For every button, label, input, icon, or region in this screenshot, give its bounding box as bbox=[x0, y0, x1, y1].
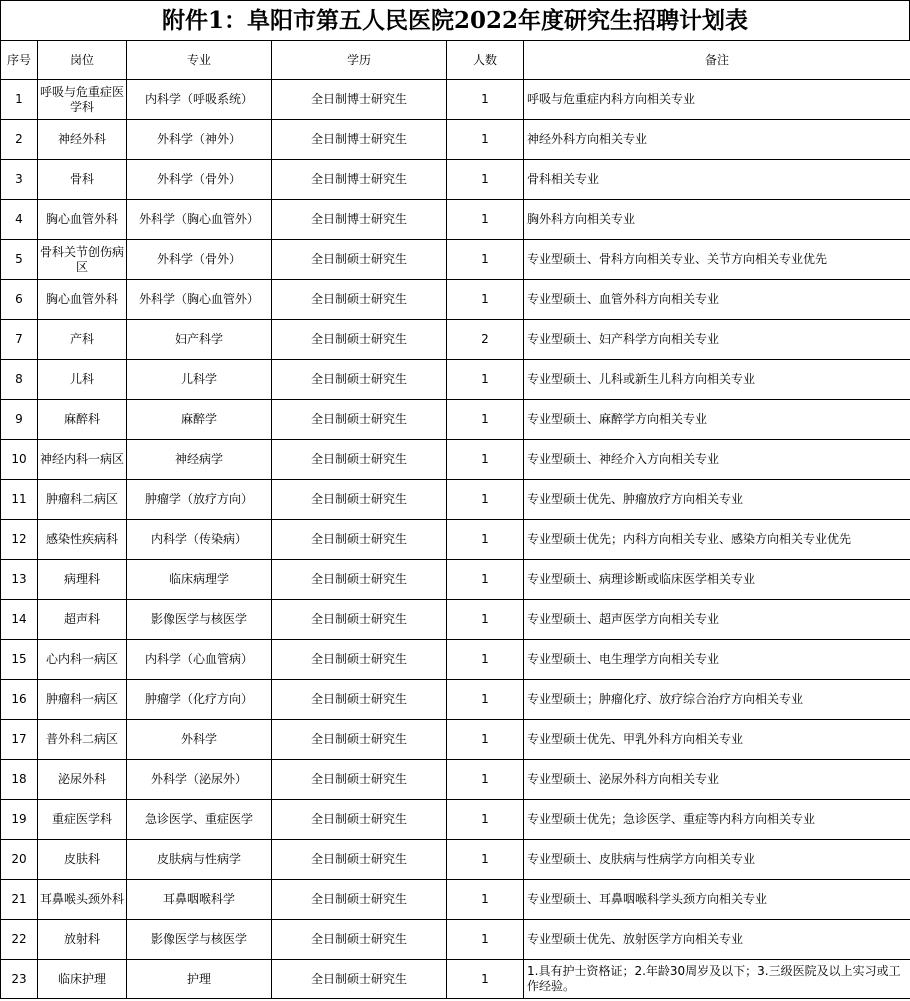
cell-post: 呼吸与危重症医学科 bbox=[38, 80, 127, 120]
cell-education: 全日制博士研究生 bbox=[272, 160, 447, 200]
cell-major: 麻醉学 bbox=[127, 400, 272, 440]
table-row bbox=[1, 960, 910, 999]
cell-no: 21 bbox=[1, 880, 38, 920]
cell-post: 胸心血管外科 bbox=[38, 200, 127, 240]
cell-major: 内科学（呼吸系统） bbox=[127, 80, 272, 120]
cell-education: 全日制硕士研究生 bbox=[272, 520, 447, 560]
cell-count: 1 bbox=[447, 800, 524, 840]
cell-major: 内科学（传染病） bbox=[127, 520, 272, 560]
table-row bbox=[1, 720, 910, 760]
cell-major: 外科学（神外） bbox=[127, 120, 272, 160]
cell-count: 1 bbox=[447, 240, 524, 280]
table-row bbox=[1, 600, 910, 640]
cell-major: 肿瘤学（化疗方向） bbox=[127, 680, 272, 720]
document-title: 附件1：阜阳市第五人民医院2022年度研究生招聘计划表 bbox=[0, 0, 910, 40]
cell-note: 胸外科方向相关专业 bbox=[524, 200, 910, 240]
cell-count: 1 bbox=[447, 360, 524, 400]
table-row bbox=[1, 440, 910, 480]
cell-major: 耳鼻咽喉科学 bbox=[127, 880, 272, 920]
table-row bbox=[1, 240, 910, 280]
cell-education: 全日制硕士研究生 bbox=[272, 600, 447, 640]
cell-note: 专业型硕士、骨科方向相关专业、关节方向相关专业优先 bbox=[524, 240, 910, 280]
cell-post: 儿科 bbox=[38, 360, 127, 400]
cell-post: 普外科二病区 bbox=[38, 720, 127, 760]
cell-note: 神经外科方向相关专业 bbox=[524, 120, 910, 160]
cell-count: 1 bbox=[447, 280, 524, 320]
cell-major: 外科学（胸心血管外） bbox=[127, 200, 272, 240]
cell-note: 1.具有护士资格证；2.年龄30周岁及以下；3.三级医院及以上实习或工作经验。 bbox=[524, 960, 910, 999]
header-row bbox=[1, 41, 910, 80]
cell-no: 22 bbox=[1, 920, 38, 960]
cell-note: 专业型硕士、妇产科学方向相关专业 bbox=[524, 320, 910, 360]
cell-note: 呼吸与危重症内科方向相关专业 bbox=[524, 80, 910, 120]
cell-major: 影像医学与核医学 bbox=[127, 920, 272, 960]
table-row bbox=[1, 280, 910, 320]
table-row bbox=[1, 480, 910, 520]
cell-education: 全日制硕士研究生 bbox=[272, 360, 447, 400]
cell-education: 全日制硕士研究生 bbox=[272, 240, 447, 280]
cell-no: 1 bbox=[1, 80, 38, 120]
cell-major: 外科学 bbox=[127, 720, 272, 760]
cell-education: 全日制硕士研究生 bbox=[272, 720, 447, 760]
cell-count: 1 bbox=[447, 760, 524, 800]
table-body bbox=[1, 80, 910, 999]
cell-count: 1 bbox=[447, 160, 524, 200]
table-row bbox=[1, 520, 910, 560]
cell-post: 皮肤科 bbox=[38, 840, 127, 880]
cell-post: 病理科 bbox=[38, 560, 127, 600]
table-row bbox=[1, 160, 910, 200]
table-row bbox=[1, 560, 910, 600]
cell-note: 专业型硕士、神经介入方向相关专业 bbox=[524, 440, 910, 480]
cell-post: 泌尿外科 bbox=[38, 760, 127, 800]
cell-count: 1 bbox=[447, 960, 524, 999]
cell-no: 18 bbox=[1, 760, 38, 800]
cell-education: 全日制硕士研究生 bbox=[272, 440, 447, 480]
cell-note: 专业型硕士优先、甲乳外科方向相关专业 bbox=[524, 720, 910, 760]
cell-no: 11 bbox=[1, 480, 38, 520]
cell-count: 1 bbox=[447, 680, 524, 720]
cell-no: 16 bbox=[1, 680, 38, 720]
cell-education: 全日制博士研究生 bbox=[272, 120, 447, 160]
cell-count: 1 bbox=[447, 520, 524, 560]
header-count: 人数 bbox=[447, 41, 524, 80]
cell-count: 1 bbox=[447, 920, 524, 960]
cell-post: 耳鼻喉头颈外科 bbox=[38, 880, 127, 920]
cell-major: 肿瘤学（放疗方向） bbox=[127, 480, 272, 520]
cell-major: 神经病学 bbox=[127, 440, 272, 480]
cell-count: 1 bbox=[447, 80, 524, 120]
cell-note: 专业型硕士、耳鼻咽喉科学头颈方向相关专业 bbox=[524, 880, 910, 920]
table-row bbox=[1, 680, 910, 720]
cell-education: 全日制硕士研究生 bbox=[272, 560, 447, 600]
cell-no: 4 bbox=[1, 200, 38, 240]
cell-post: 重症医学科 bbox=[38, 800, 127, 840]
header-note: 备注 bbox=[524, 41, 910, 80]
cell-no: 8 bbox=[1, 360, 38, 400]
cell-post: 超声科 bbox=[38, 600, 127, 640]
cell-education: 全日制硕士研究生 bbox=[272, 960, 447, 999]
cell-note: 专业型硕士优先；急诊医学、重症等内科方向相关专业 bbox=[524, 800, 910, 840]
cell-education: 全日制硕士研究生 bbox=[272, 400, 447, 440]
cell-major: 急诊医学、重症医学 bbox=[127, 800, 272, 840]
cell-education: 全日制硕士研究生 bbox=[272, 480, 447, 520]
cell-no: 3 bbox=[1, 160, 38, 200]
cell-count: 1 bbox=[447, 440, 524, 480]
cell-no: 14 bbox=[1, 600, 38, 640]
cell-note: 专业型硕士、皮肤病与性病学方向相关专业 bbox=[524, 840, 910, 880]
cell-note: 专业型硕士、电生理学方向相关专业 bbox=[524, 640, 910, 680]
cell-note: 专业型硕士、儿科或新生儿科方向相关专业 bbox=[524, 360, 910, 400]
cell-post: 肿瘤科一病区 bbox=[38, 680, 127, 720]
table-row bbox=[1, 80, 910, 120]
cell-education: 全日制硕士研究生 bbox=[272, 760, 447, 800]
cell-count: 1 bbox=[447, 640, 524, 680]
cell-count: 1 bbox=[447, 840, 524, 880]
cell-count: 1 bbox=[447, 720, 524, 760]
header-post: 岗位 bbox=[38, 41, 127, 80]
table-row bbox=[1, 640, 910, 680]
cell-education: 全日制硕士研究生 bbox=[272, 880, 447, 920]
cell-education: 全日制硕士研究生 bbox=[272, 800, 447, 840]
table-row bbox=[1, 880, 910, 920]
table-row bbox=[1, 800, 910, 840]
cell-post: 骨科 bbox=[38, 160, 127, 200]
cell-major: 影像医学与核医学 bbox=[127, 600, 272, 640]
cell-major: 妇产科学 bbox=[127, 320, 272, 360]
table-row bbox=[1, 120, 910, 160]
cell-major: 临床病理学 bbox=[127, 560, 272, 600]
cell-no: 5 bbox=[1, 240, 38, 280]
cell-post: 神经外科 bbox=[38, 120, 127, 160]
cell-post: 感染性疾病科 bbox=[38, 520, 127, 560]
cell-education: 全日制硕士研究生 bbox=[272, 280, 447, 320]
recruitment-table bbox=[0, 40, 910, 999]
cell-count: 1 bbox=[447, 560, 524, 600]
cell-post: 产科 bbox=[38, 320, 127, 360]
cell-major: 护理 bbox=[127, 960, 272, 999]
cell-no: 6 bbox=[1, 280, 38, 320]
cell-education: 全日制硕士研究生 bbox=[272, 680, 447, 720]
cell-no: 15 bbox=[1, 640, 38, 680]
cell-post: 胸心血管外科 bbox=[38, 280, 127, 320]
cell-count: 1 bbox=[447, 480, 524, 520]
cell-post: 肿瘤科二病区 bbox=[38, 480, 127, 520]
cell-education: 全日制硕士研究生 bbox=[272, 840, 447, 880]
table-row bbox=[1, 400, 910, 440]
cell-post: 心内科一病区 bbox=[38, 640, 127, 680]
header-no: 序号 bbox=[1, 41, 38, 80]
cell-count: 1 bbox=[447, 120, 524, 160]
cell-education: 全日制硕士研究生 bbox=[272, 920, 447, 960]
table-row bbox=[1, 320, 910, 360]
cell-post: 临床护理 bbox=[38, 960, 127, 999]
cell-note: 专业型硕士、血管外科方向相关专业 bbox=[524, 280, 910, 320]
cell-no: 19 bbox=[1, 800, 38, 840]
cell-no: 17 bbox=[1, 720, 38, 760]
table-row bbox=[1, 360, 910, 400]
cell-note: 专业型硕士；肿瘤化疗、放疗综合治疗方向相关专业 bbox=[524, 680, 910, 720]
cell-note: 骨科相关专业 bbox=[524, 160, 910, 200]
cell-note: 专业型硕士、麻醉学方向相关专业 bbox=[524, 400, 910, 440]
cell-major: 外科学（骨外） bbox=[127, 240, 272, 280]
cell-note: 专业型硕士、超声医学方向相关专业 bbox=[524, 600, 910, 640]
cell-no: 7 bbox=[1, 320, 38, 360]
cell-major: 儿科学 bbox=[127, 360, 272, 400]
cell-post: 骨科关节创伤病区 bbox=[38, 240, 127, 280]
cell-count: 1 bbox=[447, 400, 524, 440]
cell-count: 1 bbox=[447, 600, 524, 640]
cell-education: 全日制硕士研究生 bbox=[272, 640, 447, 680]
cell-no: 23 bbox=[1, 960, 38, 999]
cell-no: 10 bbox=[1, 440, 38, 480]
header-major: 专业 bbox=[127, 41, 272, 80]
cell-major: 内科学（心血管病） bbox=[127, 640, 272, 680]
cell-major: 外科学（骨外） bbox=[127, 160, 272, 200]
cell-note: 专业型硕士优先、肿瘤放疗方向相关专业 bbox=[524, 480, 910, 520]
cell-education: 全日制硕士研究生 bbox=[272, 320, 447, 360]
cell-note: 专业型硕士优先；内科方向相关专业、感染方向相关专业优先 bbox=[524, 520, 910, 560]
cell-count: 2 bbox=[447, 320, 524, 360]
cell-note: 专业型硕士、病理诊断或临床医学相关专业 bbox=[524, 560, 910, 600]
cell-no: 20 bbox=[1, 840, 38, 880]
cell-post: 神经内科一病区 bbox=[38, 440, 127, 480]
cell-note: 专业型硕士、泌尿外科方向相关专业 bbox=[524, 760, 910, 800]
cell-no: 13 bbox=[1, 560, 38, 600]
cell-no: 2 bbox=[1, 120, 38, 160]
table-row bbox=[1, 760, 910, 800]
table-row bbox=[1, 200, 910, 240]
cell-major: 外科学（胸心血管外） bbox=[127, 280, 272, 320]
cell-no: 12 bbox=[1, 520, 38, 560]
cell-note: 专业型硕士优先、放射医学方向相关专业 bbox=[524, 920, 910, 960]
cell-count: 1 bbox=[447, 200, 524, 240]
header-education: 学历 bbox=[272, 41, 447, 80]
cell-major: 皮肤病与性病学 bbox=[127, 840, 272, 880]
table-header bbox=[1, 41, 910, 80]
cell-count: 1 bbox=[447, 880, 524, 920]
cell-post: 麻醉科 bbox=[38, 400, 127, 440]
table-row bbox=[1, 840, 910, 880]
cell-education: 全日制博士研究生 bbox=[272, 200, 447, 240]
table-row bbox=[1, 920, 910, 960]
cell-education: 全日制博士研究生 bbox=[272, 80, 447, 120]
cell-major: 外科学（泌尿外） bbox=[127, 760, 272, 800]
cell-post: 放射科 bbox=[38, 920, 127, 960]
cell-no: 9 bbox=[1, 400, 38, 440]
